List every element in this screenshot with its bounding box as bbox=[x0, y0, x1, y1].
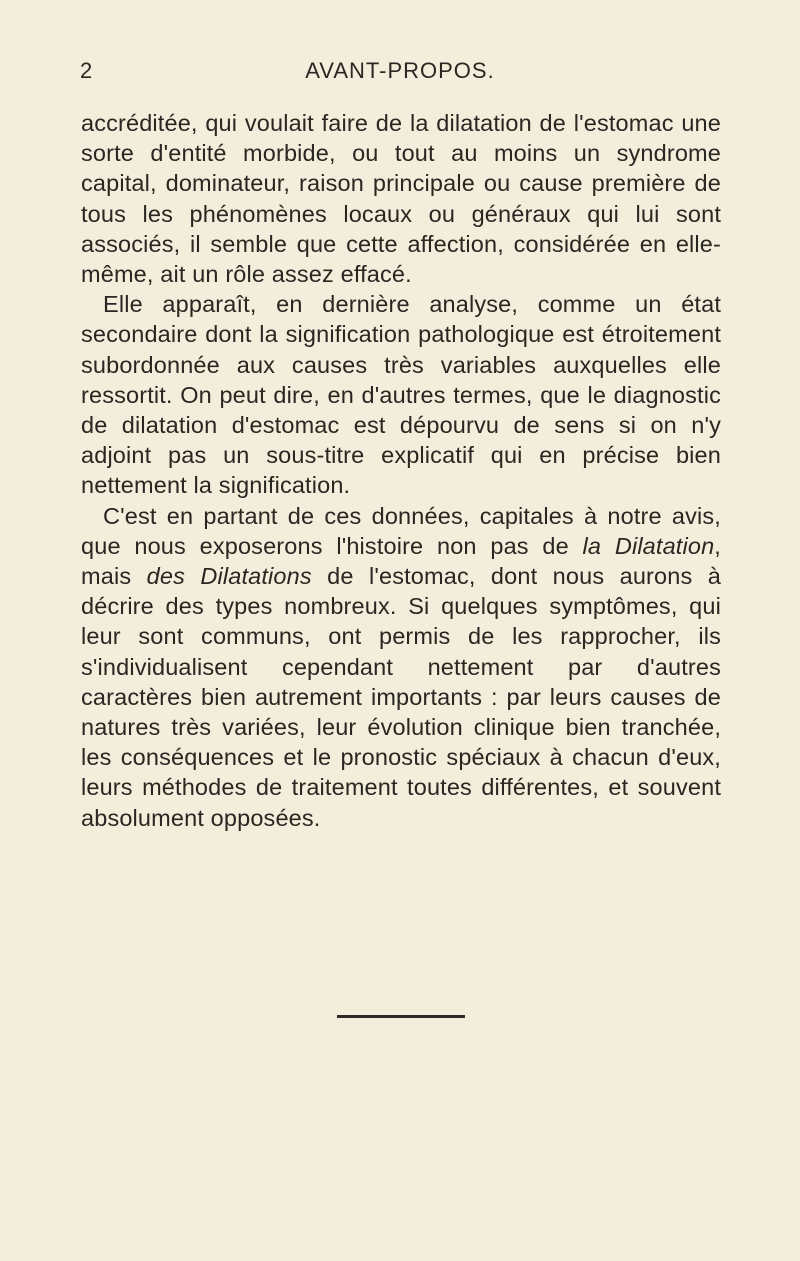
running-head: AVANT-PROPOS. bbox=[305, 58, 495, 83]
paragraph-3-text-middle: , mais bbox=[81, 532, 721, 590]
italic-la-dilatation: la Dilatation bbox=[582, 532, 715, 559]
paragraph-2: Elle apparaît, en dernière analyse, comme un état secondaire dont la signification pathologique est étroitement subordonnée aux causes très variables auxquelles elle ressortit. On peut dire, en d'autres termes, que le diagnostic de dilatation d'estomac est dépourvu de sens si on n'y adjoint pas un sous-titre explicatif qui en précise bien nettement la signification. bbox=[81, 291, 721, 499]
paragraph-3-text-before: C'est en partant de ces données, capitales à notre avis, que nous exposerons l'histoire non pas de bbox=[81, 502, 721, 559]
italic-des-dilatations: des Dilatations bbox=[146, 563, 312, 590]
paragraph-1: accréditée, qui voulait faire de la dilatation de l'estomac une sorte d'entité morbide, ou tout au moins un syndrome capital, dominateur, raison principale ou cause première de tous les phénomènes locaux ou généraux qui lui sont associés, il semble que cette affection, considérée en elle-même, ait un rôle assez effacé. bbox=[81, 110, 721, 288]
body-text bbox=[81, 108, 721, 833]
paragraph-3-text-after: de l'estomac, dont nous aurons à décrire des types nombreux. Si quelques symptômes, qui leur sont communs, ont permis de les rapprocher, ils s'individualisent cependant nettement par d'autres caractères bien autrement importants : par leurs causes de natures très variées, leur évolution clinique bien tranchée, les conséquences et le pronostic spéciaux à chacun d'eux, leurs méthodes de traitement toutes différentes, et souvent absolument opposées. bbox=[81, 563, 721, 831]
paragraph-3 bbox=[81, 501, 721, 833]
footer-rule bbox=[337, 1015, 465, 1018]
page-header bbox=[70, 58, 730, 88]
page-number: 2 bbox=[80, 58, 94, 83]
